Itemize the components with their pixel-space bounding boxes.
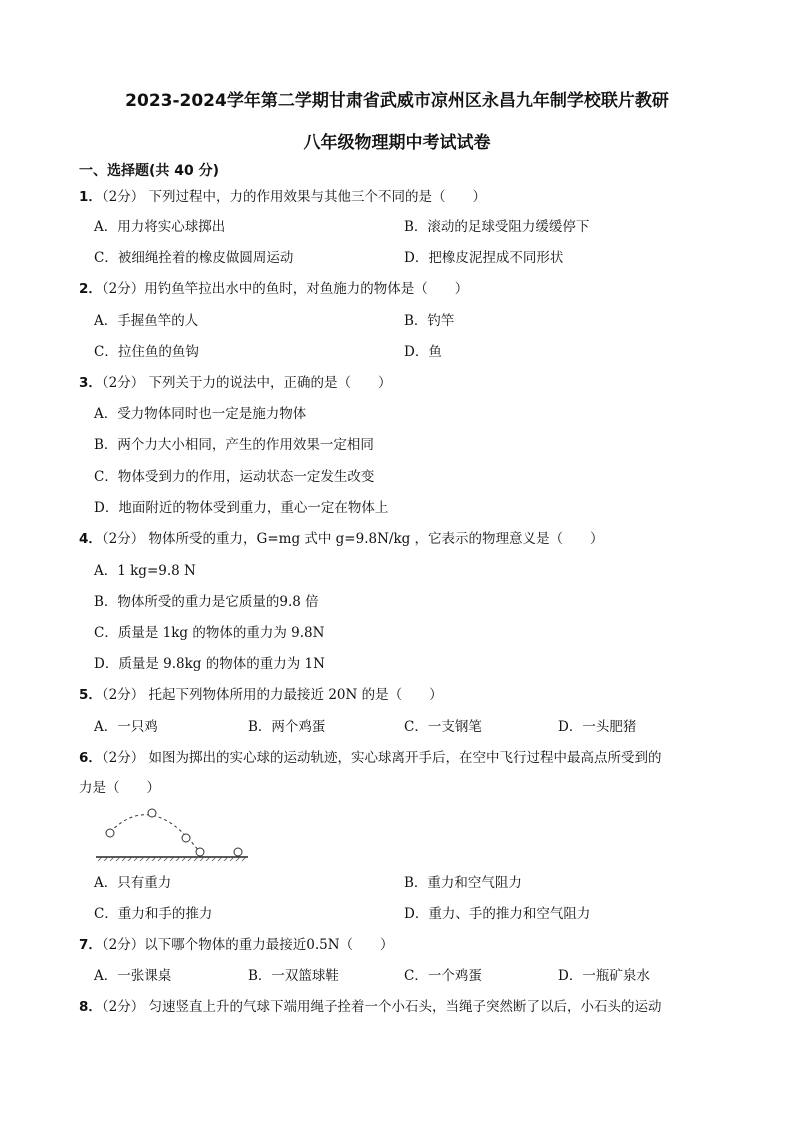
option-a: A．一只鸡 (94, 719, 158, 735)
question-text: 托起下列物体所用的力最接近 20N 的是（ ） (144, 687, 443, 703)
question-number: 7． (79, 937, 102, 953)
option-c: C．一个鸡蛋 (404, 968, 482, 984)
question-4 (79, 530, 604, 548)
option-b: B．重力和空气阻力 (404, 875, 522, 891)
question-text: 如图为掷出的实心球的运动轨迹，实心球离开手后，在空中飞行过程中最高点所受到的 (144, 750, 662, 766)
question-number: 3． (79, 375, 102, 391)
question-number: 1． (79, 189, 102, 205)
option-d: D．重力、手的推力和空气阻力 (404, 906, 591, 922)
trajectory-figure (94, 802, 254, 866)
option-d: D．质量是 9.8kg 的物体的重力为 1N (94, 656, 325, 672)
question-8 (79, 998, 662, 1016)
question-score: （2分） (101, 687, 145, 703)
question-number: 5． (79, 687, 102, 703)
ball-highest-point (148, 809, 156, 817)
question-text: 下列过程中，力的作用效果与其他三个不同的是（ ） (144, 189, 487, 205)
question-score: （2分） (101, 375, 145, 391)
option-b: B．一双篮球鞋 (248, 968, 339, 984)
option-b: B．两个鸡蛋 (248, 719, 326, 735)
option-c: C．质量是 1kg 的物体的重力为 9.8N (94, 625, 325, 641)
option-c: C．拉住鱼的鱼钩 (94, 344, 199, 360)
ball-start (106, 829, 114, 837)
question-text: 物体所受的重力，G=mg 式中 g=9.8N/kg ，它表示的物理意义是（ ） (144, 531, 604, 547)
option-b: B．滚动的足球受阻力缓缓停下 (404, 219, 590, 235)
option-a: A．1 kg=9.8 N (94, 563, 196, 579)
option-d: D．把橡皮泥捏成不同形状 (404, 250, 564, 266)
question-score: （2分） (101, 281, 145, 297)
question-5 (79, 686, 443, 704)
ball-falling (182, 834, 190, 842)
question-1 (79, 188, 486, 206)
question-number: 8． (79, 999, 102, 1015)
option-a: A．一张课桌 (94, 968, 172, 984)
option-b: B．两个力大小相同，产生的作用效果一定相同 (94, 437, 374, 453)
question-text: 用钓鱼竿拉出水中的鱼时，对鱼施力的物体是（ ） (144, 281, 469, 297)
trajectory-path (110, 815, 198, 850)
option-c: C．被细绳拴着的橡皮做圆周运动 (94, 250, 294, 266)
question-number: 2． (79, 281, 102, 297)
option-a: A．用力将实心球掷出 (94, 219, 226, 235)
question-6 (79, 749, 662, 767)
document-subtitle: 八年级物理期中考试试卷 (303, 133, 491, 153)
question-score: （2分） (101, 189, 145, 205)
option-a: A．手握鱼竿的人 (94, 313, 199, 329)
question-number: 6． (79, 750, 102, 766)
question-text: 以下哪个物体的重力最接近0.5N（ ） (144, 937, 394, 953)
option-a: A．只有重力 (94, 875, 172, 891)
section-heading: 一、选择题(共 40 分) (79, 163, 220, 179)
question-score: （2分） (101, 750, 145, 766)
question-score: （2分） (101, 937, 145, 953)
option-c: C．一支钢笔 (404, 719, 482, 735)
option-b: B．钓竿 (404, 313, 455, 329)
document-title: 2023-2024学年第二学期甘肃省武威市凉州区永昌九年制学校联片教研 (125, 91, 669, 111)
ball-landing (196, 848, 204, 856)
option-c: C．重力和手的推力 (94, 906, 213, 922)
question-text: 匀速竖直上升的气球下端用绳子拴着一个小石头，当绳子突然断了以后，小石头的运动 (144, 999, 662, 1015)
question-text-continued: 力是（ ） (79, 780, 160, 796)
option-d: D．地面附近的物体受到重力，重心一定在物体上 (94, 500, 389, 516)
option-c: C．物体受到力的作用，运动状态一定发生改变 (94, 469, 375, 485)
question-score: （2分） (101, 531, 145, 547)
option-d: D．一头肥猪 (558, 719, 637, 735)
question-3 (79, 374, 392, 392)
option-d: D．鱼 (404, 344, 442, 360)
question-number: 4． (79, 531, 102, 547)
option-a: A．受力物体同时也一定是施力物体 (94, 406, 307, 422)
option-b: B．物体所受的重力是它质量的9.8 倍 (94, 594, 319, 610)
question-2 (79, 280, 468, 298)
ball-rolling (234, 848, 242, 856)
question-score: （2分） (101, 999, 145, 1015)
question-7 (79, 936, 394, 954)
question-text: 下列关于力的说法中，正确的是（ ） (144, 375, 392, 391)
option-d: D．一瓶矿泉水 (558, 968, 650, 984)
